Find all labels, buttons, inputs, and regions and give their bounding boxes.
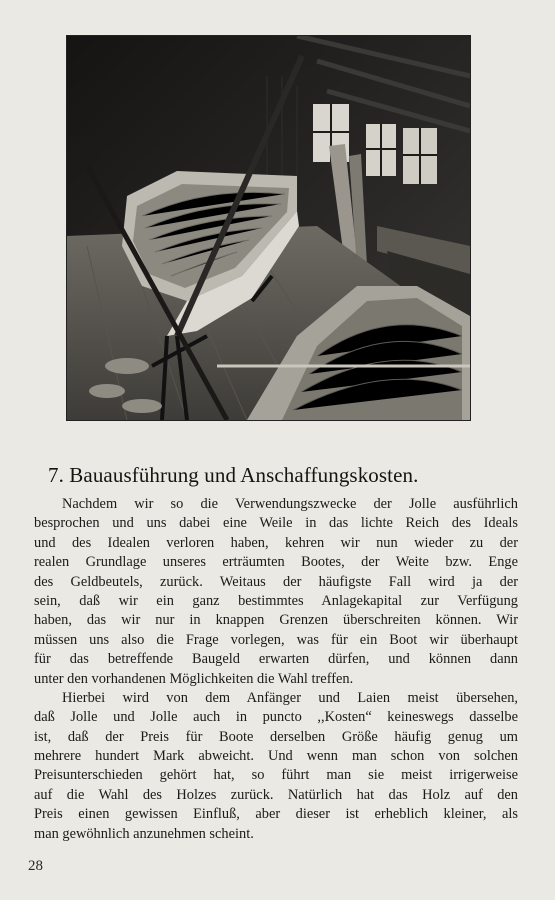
text-line: man gewöhnlich anzunehmen scheint. [34, 825, 254, 842]
text-line: Hierbei wird von dem Anfänger und Laien meist übersehen, [62, 689, 518, 706]
text-line: besprochen und uns dabei eine Weile in das lichte Reich des Ideals [34, 515, 518, 532]
boatyard-photograph [66, 35, 471, 421]
paragraph-2 [34, 689, 518, 844]
text-line: und des Idealen verloren haben, kehren wir nun wieder zu der [34, 534, 518, 551]
text-line: daß Jolle und Jolle auch in puncto ,,Kosten“ keineswegs dasselbe [34, 709, 518, 726]
section-heading: 7. Bauausführung und Anschaffungskosten. [48, 463, 419, 487]
text-line: haben, das wir nur in knappen Grenzen überschreiten können. Wir [34, 612, 518, 629]
text-line: Preis einen gewissen Einfluß, aber dieser ist erheblich kleiner, als [34, 806, 518, 823]
text-line: des Geldbeutels, zurück. Weitaus der häufigste Fall wird ja der [34, 573, 518, 590]
text-line: müssen uns also die Frage vorlegen, was für ein Boot wir überhaupt [34, 631, 518, 648]
text-line: realen Grundlage unseres erträumten Bootes, der Weite bzw. Enge [34, 554, 518, 571]
text-line: auf die Wahl des Holzes zurück. Natürlich hat das Holz auf den [34, 786, 518, 803]
text-line: ist, daß der Preis für Boote derselben Größe häufig genug um [34, 728, 518, 745]
page-number: 28 [28, 858, 43, 874]
paragraph-1 [34, 495, 518, 689]
text-line: Preisunterschieden gehört hat, so führt man sie meist irrigerweise [34, 767, 518, 784]
body-text [34, 495, 518, 844]
text-line: Nachdem wir so die Verwendungszwecke der Jolle ausführlich [62, 496, 518, 512]
text-line: sein, daß wir ein ganz bestimmtes Anlagekapital zur Verfügung [34, 592, 518, 609]
text-line: für das betreffende Baugeld erwarten dürfen, und können dann [34, 651, 518, 668]
text-line: mehrere hundert Mark abweicht. Und wenn man schon von solchen [34, 748, 518, 765]
text-line: unter den vorhandenen Möglichkeiten die Wahl treffen. [34, 670, 354, 687]
